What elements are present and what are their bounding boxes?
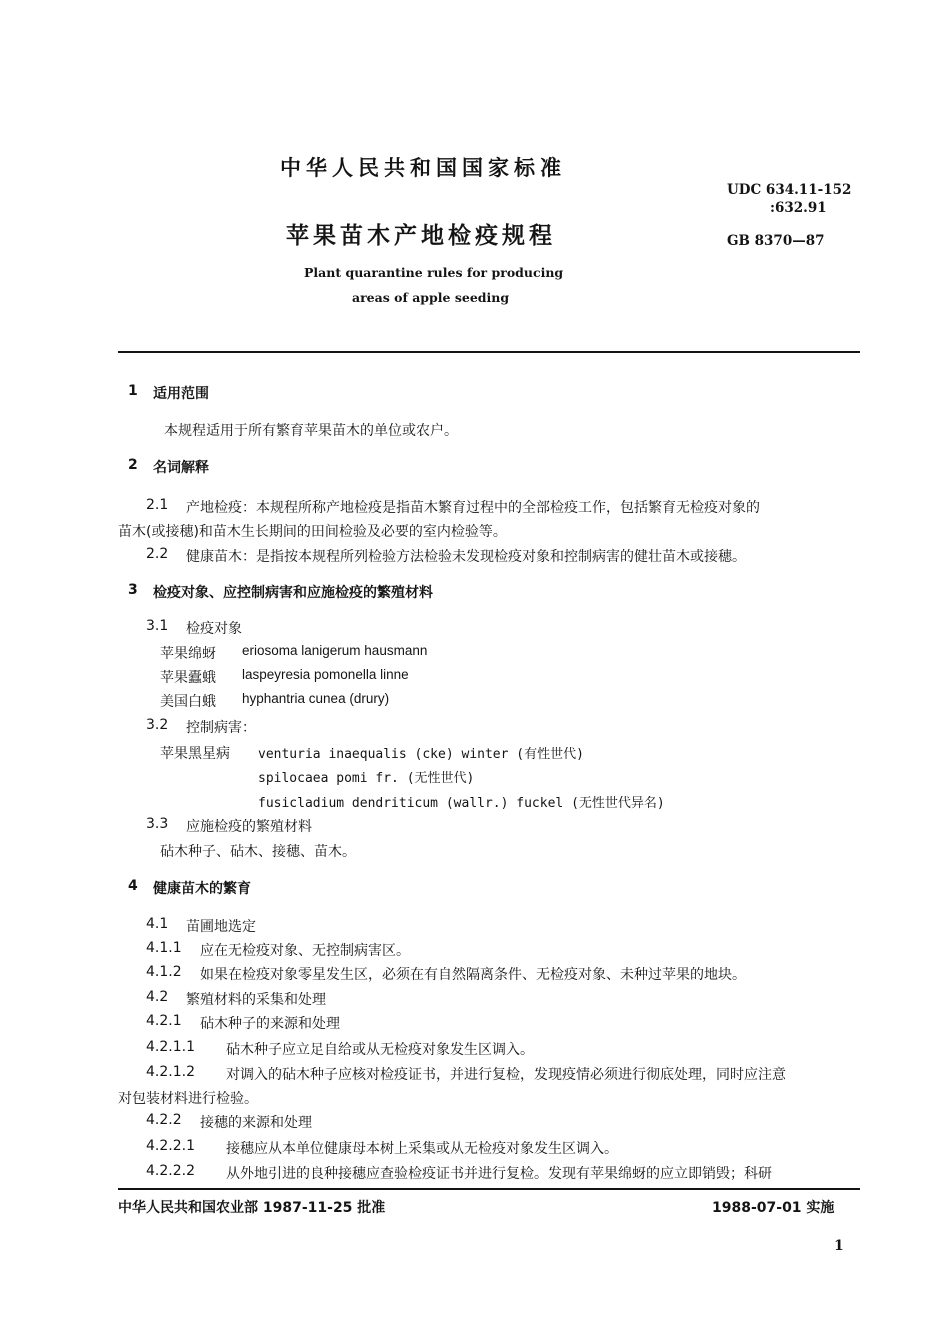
- national-standard-heading: 中华人民共和国国家标准: [280, 156, 566, 180]
- clause-3-2-title: 控制病害：: [186, 720, 256, 736]
- udc-code-continued: :632.91: [770, 200, 827, 216]
- page-number: 1: [834, 1238, 844, 1254]
- english-title-line2: areas of apple seeding: [352, 290, 510, 305]
- clause-text: 如果在检疫对象零星发生区，必须在有自然隔离条件、无检疫对象、未种过苹果的地块。: [200, 967, 746, 983]
- clause-number: 4.1.2: [146, 964, 182, 980]
- disease-latin-line: spilocaea pomi fr. (无性世代): [258, 771, 475, 786]
- clause-3-1-title: 检疫对象: [186, 621, 242, 637]
- section-1-body: 本规程适用于所有繁育苹果苗木的单位或农户。: [164, 423, 458, 439]
- clause-2-1-number: 2.1: [146, 497, 169, 513]
- clause-number: 4.1: [146, 916, 169, 932]
- english-title-line1: Plant quarantine rules for producing: [304, 265, 564, 280]
- pest-cn-name: 苹果蠹蛾: [160, 670, 216, 686]
- udc-code: UDC 634.11-152: [727, 182, 852, 198]
- document-title: 苹果苗木产地检疫规程: [286, 223, 556, 249]
- disease-cn-name: 苹果黑星病: [160, 746, 230, 762]
- pest-cn-name: 美国白蛾: [160, 694, 216, 710]
- clause-3-3-body: 砧木种子、砧木、接穗、苗木。: [160, 844, 356, 860]
- clause-text: 接穗应从本单位健康母本树上采集或从无检疫对象发生区调入。: [226, 1141, 618, 1157]
- pest-latin-name: laspeyresia pomonella linne: [242, 667, 409, 682]
- section-4-number: 4: [128, 878, 138, 894]
- clause-text: 对调入的砧木种子应核对检疫证书，并进行复检，发现疫情必须进行彻底处理，同时应注意: [226, 1067, 786, 1083]
- pest-cn-name: 苹果绵蚜: [160, 646, 216, 662]
- footer-divider: [118, 1188, 860, 1190]
- pest-latin-name: eriosoma lanigerum hausmann: [242, 643, 428, 658]
- clause-text: 应在无检疫对象、无控制病害区。: [200, 943, 410, 959]
- clause-number: 4.1.1: [146, 940, 182, 956]
- clause-2-1-text-continued: 苗木(或接穗)和苗木生长期间的田间检验及必要的室内检验等。: [118, 524, 507, 540]
- clause-number: 4.2.1.1: [146, 1039, 195, 1055]
- section-1-title: 适用范围: [153, 386, 209, 402]
- clause-2-2-number: 2.2: [146, 546, 169, 562]
- clause-text: 繁殖材料的采集和处理: [186, 992, 326, 1008]
- clause-text: 砧木种子的来源和处理: [200, 1016, 340, 1032]
- clause-text: 接穗的来源和处理: [200, 1115, 312, 1131]
- clause-3-3-title: 应施检疫的繁殖材料: [186, 819, 312, 835]
- clause-number: 4.2.1.2: [146, 1064, 195, 1080]
- clause-text: 砧木种子应立足自给或从无检疫对象发生区调入。: [226, 1042, 534, 1058]
- clause-3-1-number: 3.1: [146, 618, 169, 634]
- gb-code: GB 8370—87: [727, 233, 825, 249]
- header-divider: [118, 351, 860, 353]
- section-3-number: 3: [128, 582, 138, 598]
- clause-text-continued: 对包装材料进行检验。: [118, 1091, 258, 1107]
- section-3-title: 检疫对象、应控制病害和应施检疫的繁殖材料: [153, 585, 433, 601]
- clause-3-3-number: 3.3: [146, 816, 169, 832]
- approval-line: 中华人民共和国农业部 1987-11-25 批准: [118, 1200, 386, 1216]
- clause-number: 4.2.1: [146, 1013, 182, 1029]
- clause-2-2-text: 健康苗木：是指按本规程所列检验方法检验未发现检疫对象和控制病害的健壮苗木或接穗。: [186, 549, 746, 565]
- clause-2-1-text: 产地检疫：本规程所称产地检疫是指苗木繁育过程中的全部检疫工作，包括繁育无检疫对象的: [186, 500, 760, 516]
- clause-3-2-number: 3.2: [146, 717, 169, 733]
- section-4-title: 健康苗木的繁育: [153, 881, 251, 897]
- clause-text: 苗圃地选定: [186, 919, 256, 935]
- disease-latin-line: venturia inaequalis (cke) winter (有性世代): [258, 747, 584, 762]
- clause-number: 4.2.2.1: [146, 1138, 195, 1154]
- implementation-date: 1988-07-01 实施: [712, 1200, 835, 1216]
- section-1-number: 1: [128, 383, 138, 399]
- clause-number: 4.2.2: [146, 1112, 182, 1128]
- pest-latin-name: hyphantria cunea (drury): [242, 691, 390, 706]
- clause-text: 从外地引进的良种接穗应查验检疫证书并进行复检。发现有苹果绵蚜的应立即销毁；科研: [226, 1166, 772, 1182]
- clause-number: 4.2.2.2: [146, 1163, 195, 1179]
- section-2-number: 2: [128, 457, 138, 473]
- section-2-title: 名词解释: [153, 460, 209, 476]
- clause-number: 4.2: [146, 989, 169, 1005]
- disease-latin-line: fusicladium dendriticum (wallr.) fuckel (无性世代异名): [258, 796, 665, 811]
